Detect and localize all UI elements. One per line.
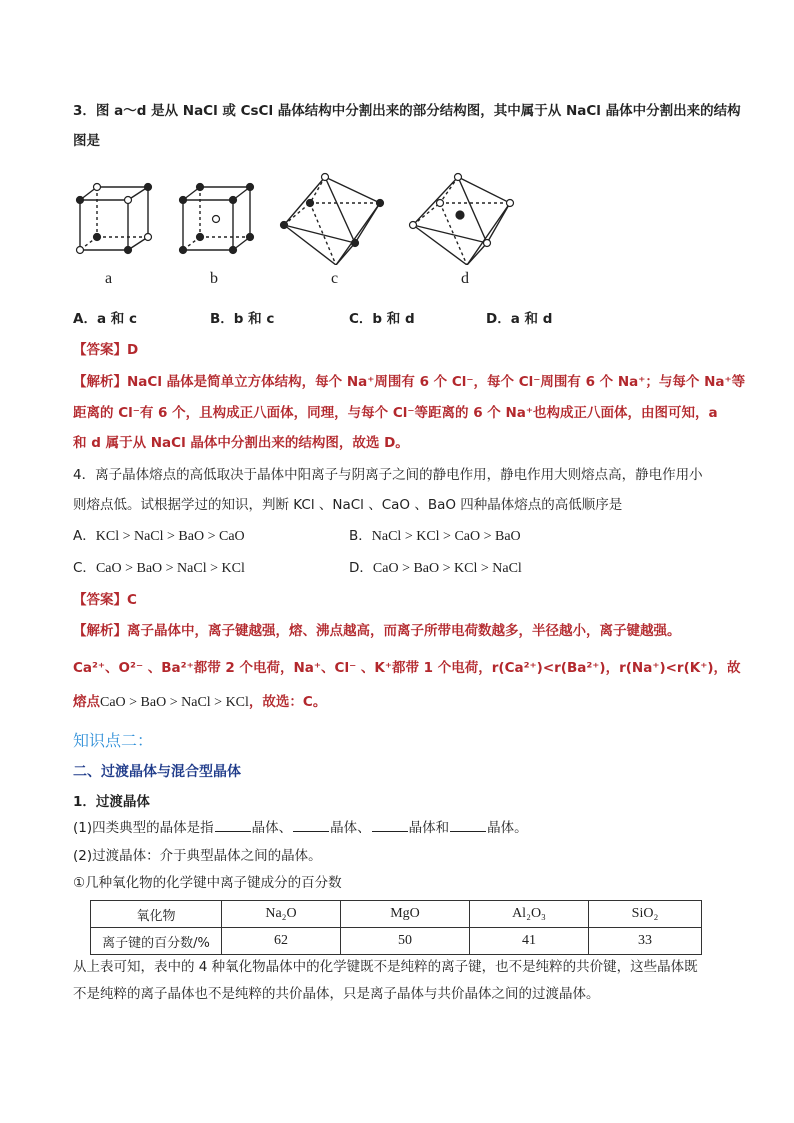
q4-option-c-text: CaO > BaO > NaCl > KCl xyxy=(95,561,245,576)
table-row-percents xyxy=(91,928,702,955)
table-cell-oxide: SiO₂ xyxy=(589,901,702,928)
q3-answer-value: D xyxy=(127,342,139,358)
subsection-title: 1．过渡晶体 xyxy=(73,794,150,810)
q4-option-a-label: A． xyxy=(73,528,96,544)
q3-answer xyxy=(73,340,138,360)
blank-3[interactable] xyxy=(372,819,408,832)
conclusion-line2: 不是纯粹的离子晶体也不是纯粹的共价晶体，只是离子晶体与共价晶体之间的过渡晶体。 xyxy=(73,986,600,1002)
table-cell-oxide: MgO xyxy=(341,901,470,928)
q4-option-a-text: KCl > NaCl > BaO > CaO xyxy=(95,529,245,544)
item1-text-c: 晶体、 xyxy=(330,820,371,836)
q4-answer-value: C xyxy=(127,592,137,608)
figure-label-c: c xyxy=(331,270,339,287)
q4-answer xyxy=(73,590,137,610)
q3-analysis-line3: 和 d 属于从 NaCl 晶体中分割出来的结构图，故选 D。 xyxy=(73,435,409,451)
q4-answer-tag: 【答案】 xyxy=(73,592,127,608)
table-cell-percent: 50 xyxy=(341,928,470,955)
q4-analysis-tag: 【解析】 xyxy=(73,623,127,639)
q4-option-b-text: NaCl > KCl > CaO > BaO xyxy=(371,529,521,544)
table-row-oxides xyxy=(91,901,702,928)
q4-analysis-line3 xyxy=(73,692,326,713)
q3-stem-line1: 3．图 a～d 是从 NaCl 或 CsCl 晶体结构中分割出来的部分结构图，其中属于从 NaCl 晶体中分割出来的结构 xyxy=(73,103,741,119)
figure-label-a: a xyxy=(105,270,113,287)
figure-c-octahedron xyxy=(284,177,380,265)
blank-1[interactable] xyxy=(215,819,251,832)
table-cell-percent: 41 xyxy=(470,928,589,955)
q4-option-d-label: D． xyxy=(349,560,373,576)
blank-2[interactable] xyxy=(293,819,329,832)
q4-option-d-text: CaO > BaO > KCl > NaCl xyxy=(372,561,522,576)
q4-option-a xyxy=(73,526,245,547)
q3-option-b: B．b 和 c xyxy=(210,311,275,327)
q4-analysis-text3-prefix: 熔点 xyxy=(73,694,100,710)
item2-text: (2)过渡晶体：介于典型晶体之间的晶体。 xyxy=(73,848,322,864)
oxide-ionic-bond-table xyxy=(90,900,702,955)
blank-4[interactable] xyxy=(450,819,486,832)
item1-text-b: 晶体、 xyxy=(251,820,293,836)
q4-analysis-text3-suffix: ，故选：C。 xyxy=(248,694,327,710)
q4-option-b xyxy=(349,526,521,547)
q4-analysis-order: CaO > BaO > NaCl > KCl xyxy=(100,695,249,710)
figure-label-b: b xyxy=(210,270,218,287)
section-heading: 二、过渡晶体与混合型晶体 xyxy=(73,764,241,780)
knowledge-point-title: 知识点二： xyxy=(73,731,154,750)
q4-analysis-text1: 离子晶体中，离子键越强，熔、沸点越高，而离子所带电荷数越多，半径越小，离子键越强。 xyxy=(127,623,681,639)
q4-stem-line1: 4．离子晶体熔点的高低取决于晶体中阳离子与阴离子之间的静电作用，静电作用大则熔点高，静电作用小 xyxy=(73,467,703,483)
q3-option-c: C．b 和 d xyxy=(349,311,415,327)
figure-d-octahedron xyxy=(413,177,510,265)
crystal-structure-figures xyxy=(0,165,794,265)
q3-option-d: D．a 和 d xyxy=(486,311,553,327)
table-header-oxide: 氧化物 xyxy=(91,901,222,928)
q4-option-d xyxy=(349,558,522,579)
table-cell-percent: 33 xyxy=(589,928,702,955)
conclusion-line1: 从上表可知，表中的 4 种氧化物晶体中的化学键既不是纯粹的离子键，也不是纯粹的共价键，这些晶体既 xyxy=(73,959,698,975)
figure-a-cube xyxy=(80,187,148,250)
table-cell-oxide: Na₂O xyxy=(222,901,341,928)
q4-stem-line2: 则熔点低。试根据学过的知识，判断 KCl 、NaCl 、CaO 、BaO 四种晶体熔点的高低顺序是 xyxy=(73,497,623,513)
item1-text-d: 晶体和 xyxy=(408,820,450,836)
item1-text-a: (1)四类典型的晶体是指 xyxy=(73,820,214,836)
q4-option-b-label: B． xyxy=(349,528,372,544)
q4-option-c-label: C． xyxy=(73,560,96,576)
table-header-percent: 离子键的百分数/% xyxy=(91,928,222,955)
q3-option-a: A．a 和 c xyxy=(73,311,137,327)
q3-analysis-line1 xyxy=(73,372,745,392)
figure-label-d: d xyxy=(461,270,469,287)
q4-analysis-line2: Ca²⁺、O²⁻ 、Ba²⁺都带 2 个电荷，Na⁺、Cl⁻ 、K⁺都带 1 个电荷，r(Ca²⁺)<r(Ba²⁺)，r(Na⁺)<r(K⁺)，故 xyxy=(73,660,741,676)
table-cell-percent: 62 xyxy=(222,928,341,955)
q4-analysis-line1 xyxy=(73,621,681,641)
q3-stem-line2: 图是 xyxy=(73,133,100,149)
q3-analysis-text1: NaCl 晶体是简单立方体结构，每个 Na⁺周围有 6 个 Cl⁻，每个 Cl⁻周围有 6 个 Na⁺；与每个 Na⁺等 xyxy=(127,374,746,390)
item1-text-e: 晶体。 xyxy=(487,820,528,836)
item3-text: ①几种氧化物的化学键中离子键成分的百分数 xyxy=(73,875,342,891)
q3-analysis-tag: 【解析】 xyxy=(73,374,127,390)
q3-answer-tag: 【答案】 xyxy=(73,342,127,358)
item1-fill-blank xyxy=(73,818,528,838)
q3-analysis-line2: 距离的 Cl⁻有 6 个，且构成正八面体，同理，与每个 Cl⁻等距离的 6 个 Na⁺也构成正八面体，由图可知，a xyxy=(73,405,718,421)
table-cell-oxide: Al₂O₃ xyxy=(470,901,589,928)
q4-option-c xyxy=(73,558,245,579)
